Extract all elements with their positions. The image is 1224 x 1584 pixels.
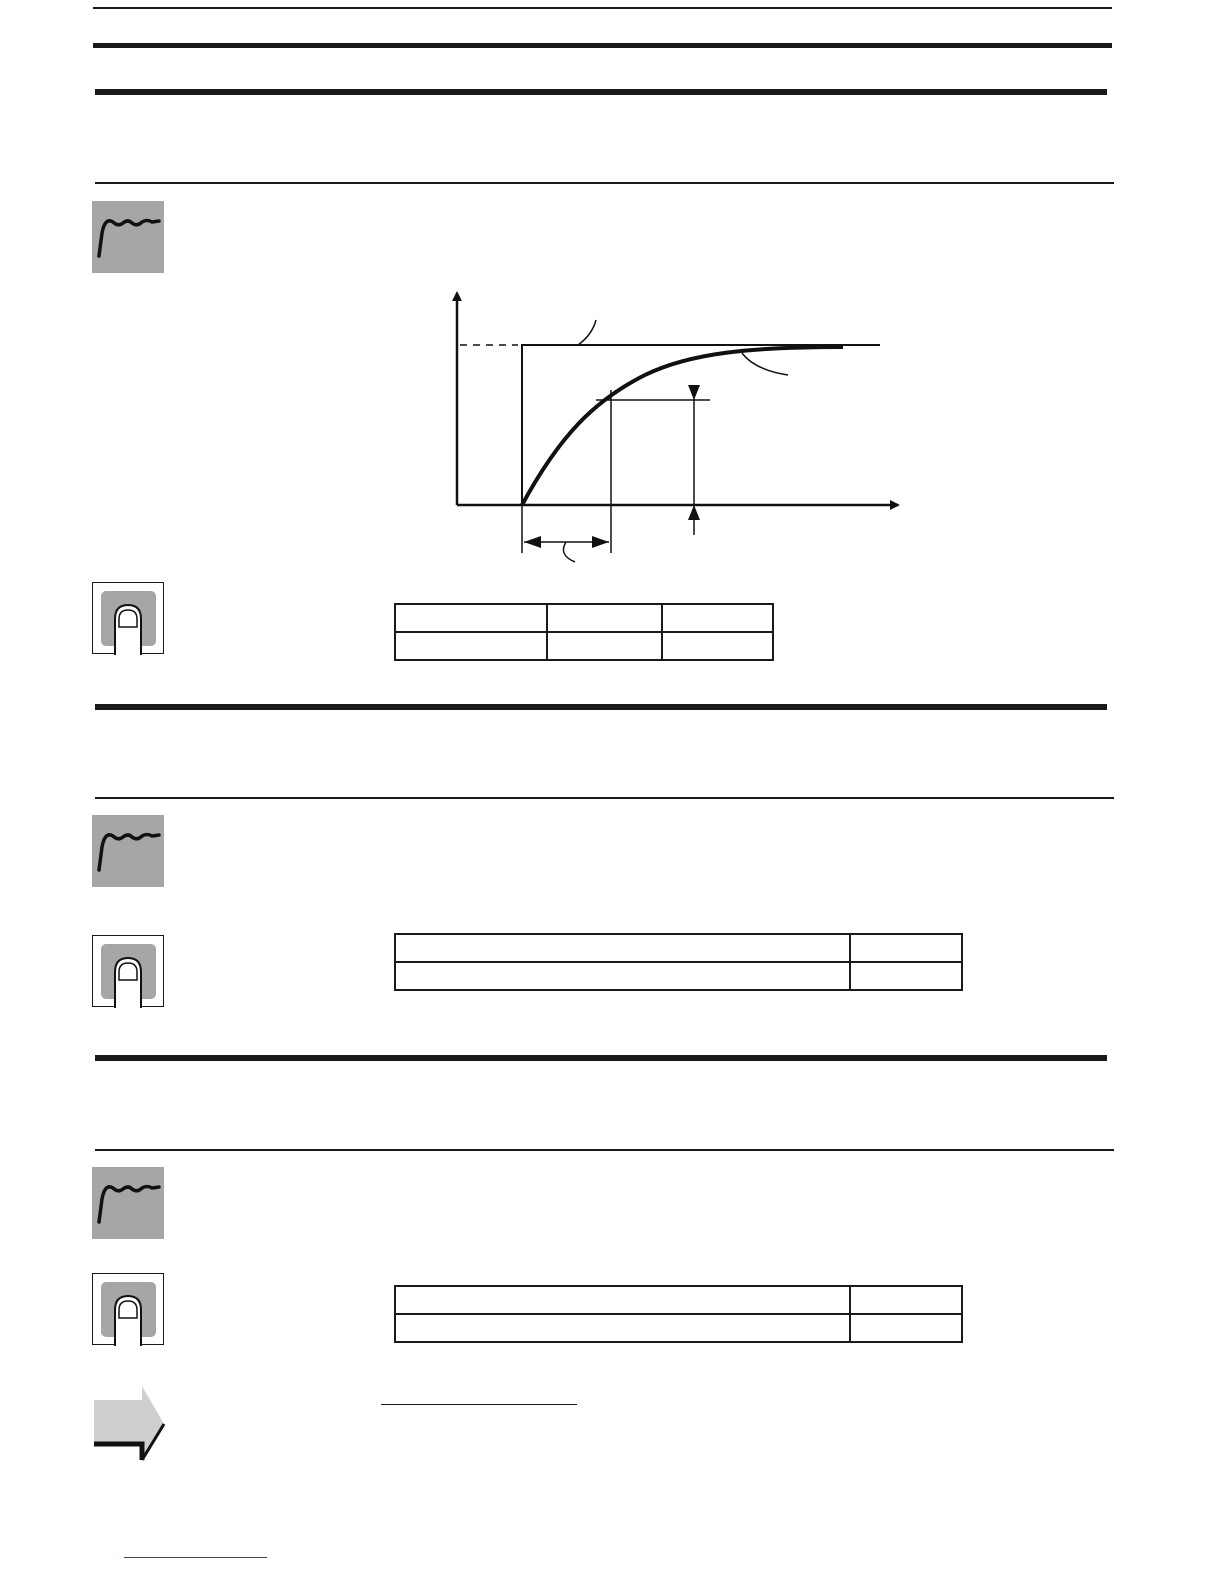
step-callout-leader bbox=[578, 320, 596, 345]
table-cell bbox=[395, 962, 850, 990]
table-cell bbox=[395, 1314, 850, 1342]
section-3-sub-rule bbox=[95, 1149, 1114, 1151]
header-thick-rule bbox=[93, 43, 1112, 48]
header-thin-rule bbox=[93, 7, 1112, 9]
time-callout-leader bbox=[563, 542, 575, 562]
table-row bbox=[395, 1286, 962, 1314]
section-2-parameter-table bbox=[394, 933, 963, 991]
table-cell bbox=[395, 934, 850, 962]
table-row bbox=[395, 632, 773, 660]
section-3-parameter-table bbox=[394, 1285, 963, 1343]
curve-callout-leader bbox=[742, 353, 788, 375]
table-cell bbox=[850, 962, 962, 990]
table-cell bbox=[547, 604, 662, 632]
finger-press-icon bbox=[92, 1273, 164, 1345]
table-row bbox=[395, 962, 962, 990]
section-1-sub-rule bbox=[95, 182, 1114, 184]
footer-link-underline[interactable] bbox=[124, 1557, 267, 1558]
table-cell bbox=[547, 632, 662, 660]
section-1-title-rule bbox=[95, 89, 1107, 95]
section-2-title-rule bbox=[95, 704, 1107, 710]
table-cell bbox=[395, 1286, 850, 1314]
table-cell bbox=[850, 1286, 962, 1314]
time-arrow-right bbox=[592, 536, 609, 548]
table-cell bbox=[850, 934, 962, 962]
amplitude-arrow-down bbox=[688, 385, 700, 400]
see-also-arrow-icon bbox=[92, 1386, 166, 1462]
function-curve-icon bbox=[92, 1167, 164, 1239]
table-cell bbox=[662, 604, 773, 632]
function-curve-icon bbox=[92, 201, 164, 273]
table-row bbox=[395, 604, 773, 632]
time-arrow-left bbox=[524, 536, 541, 548]
function-curve-icon bbox=[92, 815, 164, 887]
step-response-diagram bbox=[430, 285, 910, 570]
section-3-title-rule bbox=[95, 1055, 1107, 1061]
table-cell bbox=[850, 1314, 962, 1342]
table-row bbox=[395, 934, 962, 962]
finger-press-icon bbox=[92, 582, 164, 654]
section-1-parameter-table bbox=[394, 603, 774, 661]
finger-press-icon bbox=[92, 935, 164, 1007]
table-row bbox=[395, 1314, 962, 1342]
amplitude-arrow-up bbox=[688, 505, 700, 520]
section-2-sub-rule bbox=[95, 797, 1114, 799]
reference-link-underline[interactable] bbox=[381, 1404, 577, 1405]
table-cell bbox=[662, 632, 773, 660]
table-cell bbox=[395, 632, 547, 660]
response-curve bbox=[522, 347, 843, 505]
table-cell bbox=[395, 604, 547, 632]
